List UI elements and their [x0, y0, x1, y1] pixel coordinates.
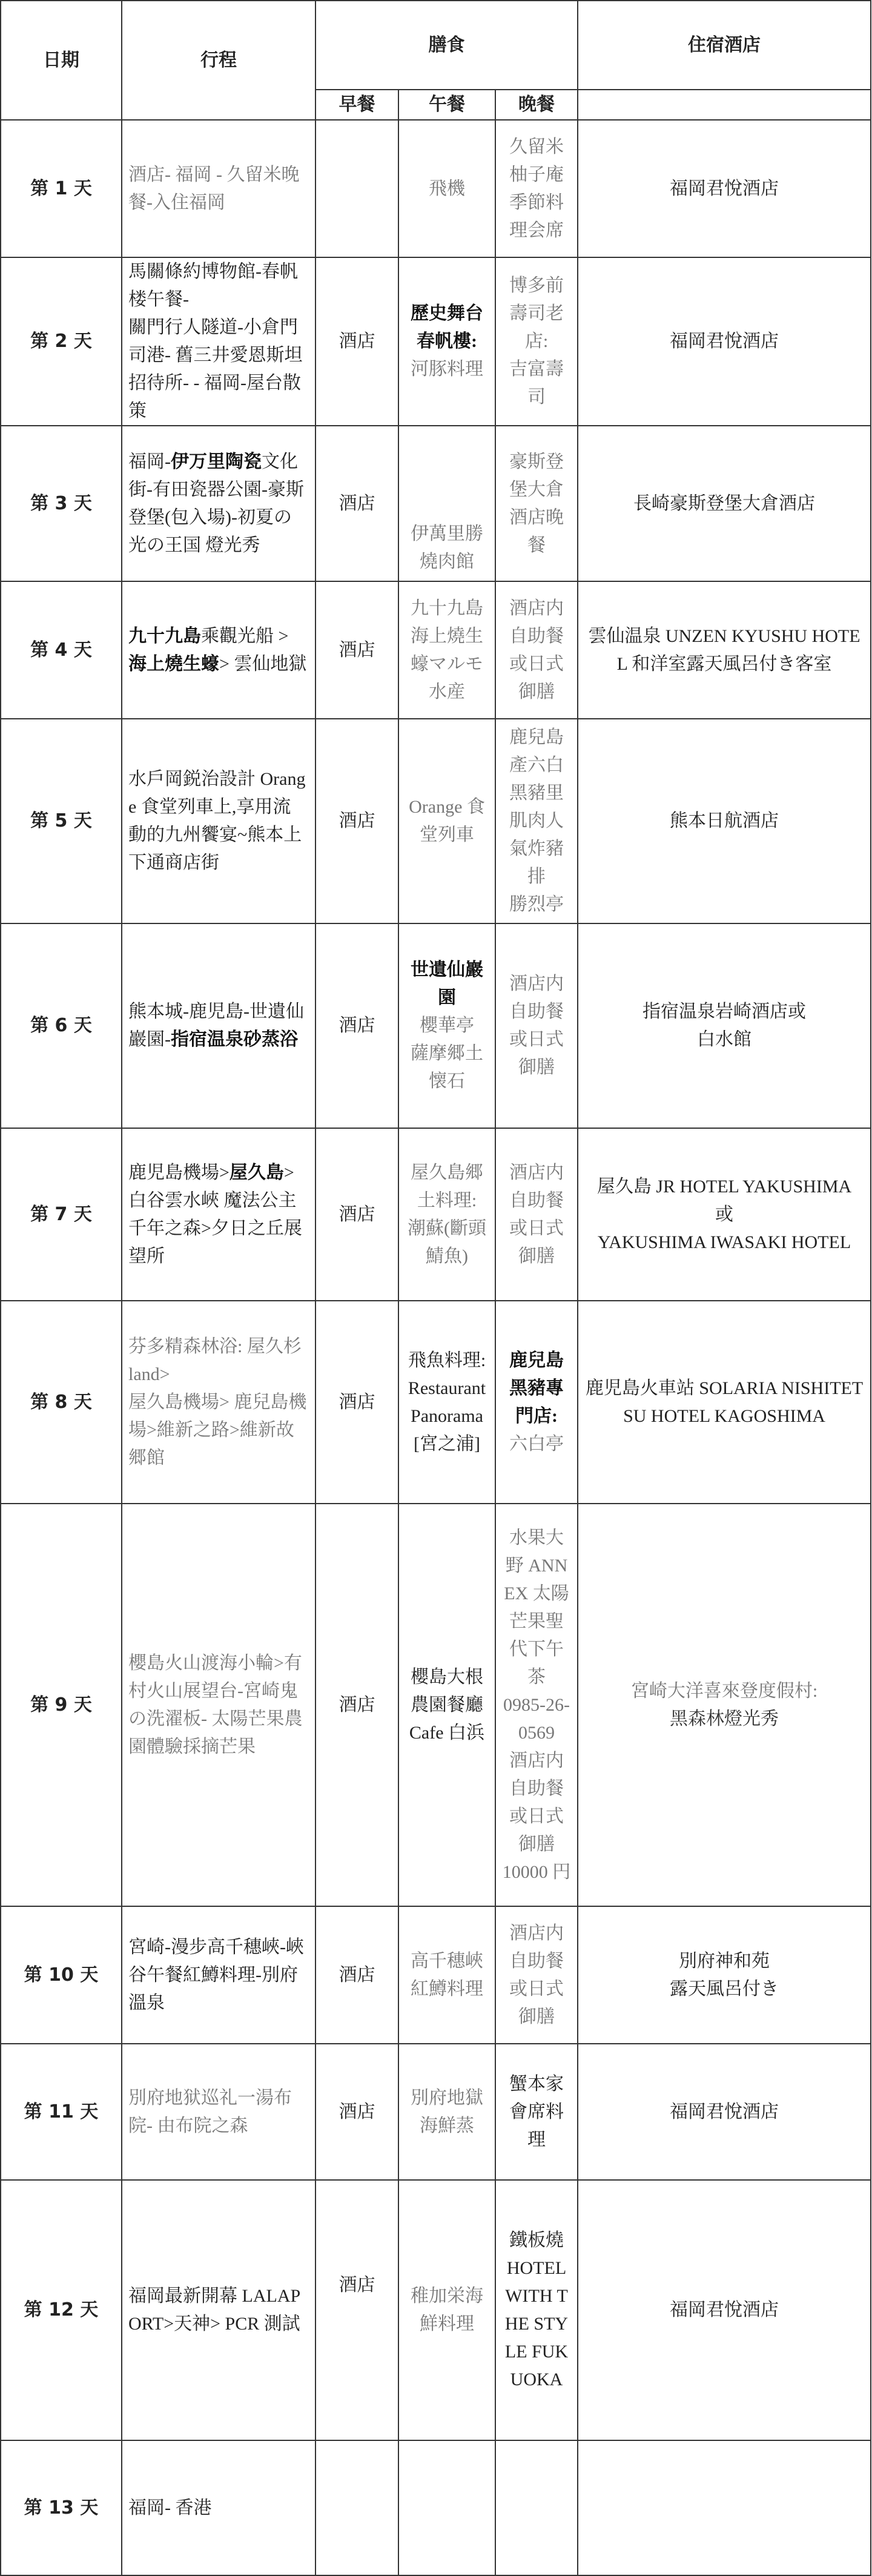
day-cell: 第 13 天 [1, 2440, 122, 2575]
day-cell: 第 8 天 [1, 1301, 122, 1504]
itinerary-text: 鹿児島機場> [128, 1162, 230, 1183]
lunch-cell [398, 1128, 495, 1301]
itinerary-highlight: 指宿温泉砂蒸浴 [171, 1029, 298, 1049]
table-row [1, 2180, 871, 2440]
itinerary-line: 屋久島機場> 鹿兒島機場>維新之路>維新故郷館 [128, 1392, 307, 1468]
day-cell: 第 3 天 [1, 426, 122, 581]
hotel-line: 或 [715, 1204, 734, 1224]
breakfast-cell: 酒店 [315, 1906, 398, 2044]
breakfast-cell [315, 120, 398, 257]
lunch-cell: 伊萬里勝燒肉館 [398, 426, 495, 581]
itinerary-text: > 雲仙地獄 [219, 653, 307, 674]
lunch-cell [398, 1301, 495, 1504]
hotel-line: 屋久島 JR HOTEL YAKUSHIMA [596, 1176, 852, 1197]
lunch-cell: Orange 食堂列車 [398, 719, 495, 923]
itinerary-line: 芬多精森林浴: 屋久杉 land> [128, 1336, 302, 1384]
header-hotel: 住宿酒店 [578, 1, 871, 90]
itinerary-cell: 櫻島火山渡海小輪>有村火山展望台-宮崎鬼の洗濯板- 太陽芒果農園體驗採摘芒果 [122, 1504, 315, 1906]
day-cell: 第 5 天 [1, 719, 122, 923]
itinerary-highlight: 屋久島 [229, 1162, 284, 1183]
hotel-cell: 熊本日航酒店 [578, 719, 871, 923]
table-row [1, 2044, 871, 2180]
table-row [1, 120, 871, 257]
hotel-line: 宮崎大洋喜來登度假村: [630, 1680, 818, 1701]
lunch-line: 屋久島郷土料理: [411, 1162, 483, 1210]
hotel-cell: 鹿児島火車站 SOLARIA NISHITETSU HOTEL KAGOSHIMA [578, 1301, 871, 1504]
dinner-cell: 酒店内自助餐或日式御膳 [495, 923, 578, 1128]
day-cell: 第 12 天 [1, 2180, 122, 2440]
dinner-line: 酒店内自助餐或日式御膳 [509, 1750, 564, 1854]
breakfast-cell: 酒店 [315, 2180, 398, 2440]
hotel-cell: 福岡君悅酒店 [578, 120, 871, 257]
table-row [1, 1128, 871, 1301]
breakfast-cell [315, 2440, 398, 2575]
lunch-cell [398, 257, 495, 426]
breakfast-cell: 酒店 [315, 581, 398, 719]
table-row [1, 257, 871, 426]
header-breakfast: 早餐 [315, 90, 398, 120]
lunch-cell [398, 2440, 495, 2575]
itinerary-line: 關門行人隧道-小倉門司港- 舊三井愛恩斯坦招待所- - 福岡-屋台散策 [128, 317, 303, 421]
day-cell: 第 11 天 [1, 2044, 122, 2180]
itinerary-cell [122, 257, 315, 426]
day-cell: 第 1 天 [1, 120, 122, 257]
hotel-cell [578, 2440, 871, 2575]
lunch-highlight: 世遺仙巖園 [411, 960, 483, 1008]
itinerary-cell [122, 923, 315, 1128]
table-row [1, 1301, 871, 1504]
dinner-cell: 鐵板燒 HOTEL WITH THE STYLE FUKUOKA [495, 2180, 578, 2440]
lunch-line: 薩摩郷土懐石 [411, 1043, 483, 1091]
lunch-cell: 稚加栄海鮮料理 [398, 2180, 495, 2440]
dinner-cell [495, 1504, 578, 1906]
hotel-line: 露天風呂付き [670, 1978, 779, 1999]
itinerary-text: 乘觀光船 > [201, 626, 289, 646]
lunch-line: Restaurant Panorama [408, 1378, 486, 1426]
dinner-cell [495, 719, 578, 923]
dinner-cell [495, 257, 578, 426]
table-row [1, 1906, 871, 2044]
dinner-cell [495, 1301, 578, 1504]
hotel-cell [578, 1504, 871, 1906]
table-row [1, 581, 871, 719]
dinner-cell: 酒店内自助餐或日式御膳 [495, 1128, 578, 1301]
header-row [1, 1, 871, 90]
dinner-line: 吉富壽司 [509, 359, 564, 407]
dinner-line: 0985-26-0569 [503, 1694, 570, 1743]
itinerary-highlight: 海上燒生蠔 [128, 653, 219, 674]
itinerary-cell: 水戶岡鋭治設計 Orange 食堂列車上,享用流動的九州饗宴~熊本上下通商店街 [122, 719, 315, 923]
lunch-line: 飛魚料理: [408, 1350, 486, 1370]
dinner-line: 勝烈亭 [509, 894, 564, 914]
header-dinner: 晚餐 [495, 90, 578, 120]
lunch-cell: 飛機 [398, 120, 495, 257]
itinerary-highlight: 伊万里陶瓷 [171, 451, 262, 472]
dinner-line: 10000 円 [502, 1861, 571, 1882]
dinner-line: 水果大野 ANNEX 太陽芒果聖代下午茶 [504, 1527, 569, 1687]
day-cell: 第 4 天 [1, 581, 122, 719]
day-cell: 第 2 天 [1, 257, 122, 426]
breakfast-cell: 酒店 [315, 2044, 398, 2180]
hotel-cell: 福岡君悅酒店 [578, 2044, 871, 2180]
itinerary-cell [122, 1128, 315, 1301]
dinner-line: 六白亭 [509, 1433, 564, 1454]
dinner-cell: 酒店内自助餐或日式御膳 [495, 581, 578, 719]
itinerary-cell [122, 426, 315, 581]
lunch-highlight: 歷史舞台春帆樓: [411, 303, 483, 351]
itinerary-cell [122, 1301, 315, 1504]
lunch-line: 櫻華亭 [420, 1016, 474, 1035]
itinerary-highlight: 九十九島 [128, 626, 201, 646]
day-cell: 第 6 天 [1, 923, 122, 1128]
dinner-cell: 酒店内自助餐或日式御膳 [495, 1906, 578, 2044]
breakfast-cell: 酒店 [315, 1504, 398, 1906]
header-itinerary: 行程 [122, 1, 315, 120]
dinner-cell: 蟹本家會席料理 [495, 2044, 578, 2180]
day-cell: 第 10 天 [1, 1906, 122, 2044]
hotel-cell: 雲仙温泉 UNZEN KYUSHU HOTEL 和洋室露天風呂付き客室 [578, 581, 871, 719]
hotel-line: 指宿温泉岩崎酒店或 [642, 1002, 807, 1022]
itinerary-cell: 福岡- 香港 [122, 2440, 315, 2575]
itinerary-cell [122, 581, 315, 719]
breakfast-cell: 酒店 [315, 719, 398, 923]
dinner-cell: 久留米柚子庵季節料理会席 [495, 120, 578, 257]
day-cell: 第 9 天 [1, 1504, 122, 1906]
dinner-line: 鹿兒島產六白黑豬里肌肉人氣炸豬排 [509, 727, 564, 887]
dinner-highlight: 鹿兒島黑豬專門店: [509, 1350, 564, 1426]
itinerary-cell: 宮崎-漫步高千穗峽-峽谷午餐紅鱒料理-別府溫泉 [122, 1906, 315, 2044]
itinerary-cell: 酒店- 福岡 - 久留米晚餐-入住福岡 [122, 120, 315, 257]
hotel-cell: 福岡君悅酒店 [578, 257, 871, 426]
breakfast-cell: 酒店 [315, 426, 398, 581]
header-meals: 膳食 [315, 1, 578, 90]
hotel-cell: 福岡君悅酒店 [578, 2180, 871, 2440]
lunch-cell: 櫻島大根農園餐廳 Cafe 白浜 [398, 1504, 495, 1906]
breakfast-cell: 酒店 [315, 923, 398, 1128]
hotel-cell [578, 1906, 871, 2044]
header-hotel-empty [578, 90, 871, 120]
table-row [1, 1504, 871, 1906]
lunch-line: 潮蘇(斷頭鯖魚) [408, 1218, 486, 1266]
hotel-cell [578, 923, 871, 1128]
breakfast-cell: 酒店 [315, 257, 398, 426]
hotel-line: YAKUSHIMA IWASAKI HOTEL [597, 1232, 851, 1252]
hotel-line: 白水館 [697, 1029, 752, 1049]
hotel-line: 黑森林燈光秀 [670, 1708, 779, 1729]
itinerary-text: 福岡- [128, 451, 171, 472]
table-row [1, 719, 871, 923]
lunch-cell [398, 923, 495, 1128]
table-row [1, 2440, 871, 2575]
hotel-cell: 長崎豪斯登堡大倉酒店 [578, 426, 871, 581]
hotel-line: 別府神和苑 [679, 1950, 770, 1971]
itinerary-line: 馬關條約博物館-春帆楼午餐- [128, 262, 298, 309]
hotel-cell [578, 1128, 871, 1301]
lunch-cell: 九十九島海上燒生蠔マルモ水産 [398, 581, 495, 719]
day-cell: 第 7 天 [1, 1128, 122, 1301]
table-row [1, 923, 871, 1128]
itinerary-text: 文化街-有田瓷器公園-豪斯登堡(包入場)-初夏の光の王国 燈光秀 [128, 451, 304, 555]
header-lunch: 午餐 [398, 90, 495, 120]
table-row [1, 426, 871, 581]
header-date: 日期 [1, 1, 122, 120]
itinerary-cell: 別府地狱巡礼一湯布院- 由布院之森 [122, 2044, 315, 2180]
breakfast-cell: 酒店 [315, 1301, 398, 1504]
dinner-line: 博多前壽司老店: [509, 276, 564, 351]
itinerary-text: 熊本城-鹿児島-世遺仙巖園- [128, 1002, 304, 1049]
lunch-line: [宮之浦] [414, 1433, 480, 1454]
itinerary-text: >白谷雲水峽 魔法公主 千年之森>夕日之丘展望所 [128, 1162, 302, 1266]
breakfast-cell: 酒店 [315, 1128, 398, 1301]
lunch-cell: 高千穗峽紅鱒料理 [398, 1906, 495, 2044]
dinner-cell: 豪斯登堡大倉酒店晚餐 [495, 426, 578, 581]
itinerary-cell: 福岡最新開幕 LALAPORT>天神> PCR 測試 [122, 2180, 315, 2440]
lunch-cell: 別府地獄海鮮蒸 [398, 2044, 495, 2180]
dinner-cell [495, 2440, 578, 2575]
lunch-line: 河豚料理 [411, 359, 483, 379]
